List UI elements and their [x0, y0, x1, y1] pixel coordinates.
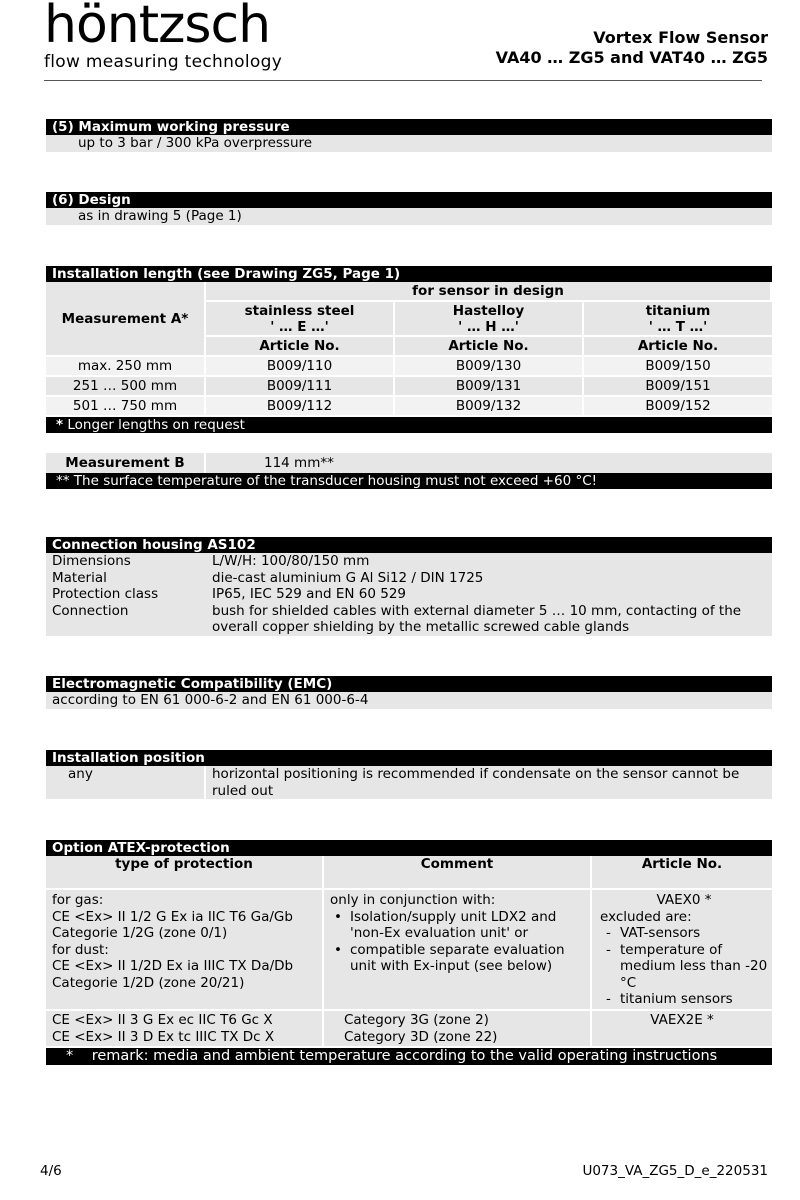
- installation-length-section: [46, 266, 772, 489]
- material-name: titanium: [645, 302, 711, 319]
- measurement-a-header: Measurement A*: [46, 282, 206, 357]
- design-value: as in drawing 5 (Page 1): [46, 208, 772, 225]
- atex-heading: Option ATEX-protection: [46, 840, 772, 856]
- length-cell: 501 … 750 mm: [46, 397, 206, 417]
- design-heading: (6) Design: [46, 192, 772, 208]
- atex-row2-article: VAEX2E *: [592, 1011, 772, 1048]
- list-item: • compatible separate evaluation unit with Ex-input (see below): [330, 942, 584, 975]
- article-cell: B009/110: [206, 357, 395, 377]
- atex-row1-type: [46, 890, 324, 1011]
- logo-tagline: flow measuring technology: [44, 52, 283, 72]
- remark-star: *: [66, 1048, 74, 1064]
- temperature-note: ** The surface temperature of the transducer housing must not exceed +60 °C!: [46, 473, 772, 489]
- atex-col-comment: Comment: [324, 856, 592, 890]
- header-divider: [44, 80, 762, 81]
- comment-list: [330, 909, 584, 975]
- type-line: CE <Ex> II 1/2D Ex ia IIIC TX Da/Db: [52, 958, 294, 974]
- comment-intro: only in conjunction with:: [330, 892, 496, 908]
- measurement-b-label: Measurement B: [46, 453, 206, 473]
- list-item: - VAT-sensors: [600, 925, 768, 942]
- spec-value: L/W/H: 100/80/150 mm: [206, 553, 772, 570]
- atex-section: [46, 840, 772, 1065]
- pressure-section: [46, 119, 772, 152]
- spec-value: die-cast aluminium G Al Si12 / DIN 1725: [206, 570, 772, 587]
- position-label: any: [46, 766, 206, 799]
- list-item: - temperature of medium less than -20 °C: [600, 942, 768, 992]
- spec-value: IP65, IEC 529 and EN 60 529: [206, 586, 772, 603]
- note-text: Longer lengths on request: [67, 417, 245, 433]
- connection-housing-table: [46, 553, 772, 636]
- installation-length-table: [46, 282, 772, 417]
- comment-line: Category 3D (zone 22): [344, 1028, 498, 1045]
- table-row: [46, 603, 772, 636]
- length-cell: 251 … 500 mm: [46, 377, 206, 397]
- article-cell: B009/131: [395, 377, 584, 397]
- list-item: • Isolation/supply unit LDX2 and 'non-Ex evaluation unit' or: [330, 909, 584, 942]
- article-code: VAEX0 *: [656, 892, 712, 908]
- table-row: [46, 377, 772, 397]
- atex-col-type: type of protection: [46, 856, 324, 890]
- article-cell: B009/150: [584, 357, 772, 377]
- title-line-2: VA40 … ZG5 and VAT40 … ZG5: [495, 48, 768, 67]
- article-no-header: Article No.: [395, 337, 584, 357]
- table-row: [46, 570, 772, 587]
- article-cell: B009/152: [584, 397, 772, 417]
- document-id: U073_VA_ZG5_D_e_220531: [582, 1163, 768, 1179]
- type-line: for dust:: [52, 941, 109, 958]
- installation-position-heading: Installation position: [46, 750, 772, 766]
- table-row: [46, 397, 772, 417]
- atex-row2-comment: [324, 1011, 592, 1048]
- pressure-value: up to 3 bar / 300 kPa overpressure: [46, 135, 772, 152]
- type-line: CE <Ex> II 3 D Ex tc IIIC TX Dc X: [52, 1028, 275, 1045]
- spacer: [46, 433, 772, 453]
- length-cell: max. 250 mm: [46, 357, 206, 377]
- type-line: Categorie 1/2G (zone 0/1): [52, 925, 228, 941]
- spec-value: bush for shielded cables with external diameter 5 … 10 mm, contacting of the overall copper shielding by the metallic screwed cable glands: [206, 603, 772, 636]
- type-line: for gas:: [52, 892, 104, 908]
- design-section: [46, 192, 772, 225]
- table-row: [46, 553, 772, 570]
- article-no-header: Article No.: [584, 337, 772, 357]
- material-name: Hastelloy: [452, 302, 525, 319]
- page-number: 4/6: [40, 1163, 62, 1179]
- atex-row2-type: [46, 1011, 324, 1048]
- note-star: *: [56, 417, 64, 433]
- material-name: stainless steel: [244, 302, 355, 319]
- table-row: [46, 586, 772, 603]
- spec-label: Protection class: [46, 586, 206, 603]
- emc-section: [46, 676, 772, 709]
- type-line: CE <Ex> II 1/2 G Ex ia IIC T6 Ga/Gb: [52, 908, 293, 925]
- connection-housing-heading: Connection housing AS102: [46, 537, 772, 553]
- installation-position-section: [46, 750, 772, 799]
- connection-housing-section: [46, 537, 772, 636]
- document-title: [496, 28, 768, 68]
- atex-table: [46, 856, 772, 1048]
- material-hastelloy-header: [395, 302, 584, 337]
- article-cell: B009/112: [206, 397, 395, 417]
- excluded-list: [600, 925, 768, 1008]
- atex-col-article: Article No.: [592, 856, 772, 890]
- material-code: ' … H …': [458, 318, 519, 335]
- position-text: horizontal positioning is recommended if condensate on the sensor cannot be ruled out: [206, 766, 772, 799]
- measurement-b-table: [46, 453, 772, 473]
- spec-label: Material: [46, 570, 206, 587]
- article-cell: B009/151: [584, 377, 772, 397]
- emc-value: according to EN 61 000-6-2 and EN 61 000-6-4: [46, 692, 772, 709]
- article-cell: B009/132: [395, 397, 584, 417]
- material-titanium-header: [584, 302, 772, 337]
- remark-text: remark: media and ambient temperature according to the valid operating instructions: [91, 1048, 718, 1064]
- list-item: - titanium sensors: [600, 991, 768, 1008]
- installation-length-heading: Installation length (see Drawing ZG5, Page 1): [46, 266, 772, 282]
- spec-label: Dimensions: [46, 553, 206, 570]
- material-code: ' … T …': [648, 318, 708, 335]
- hontzsch-logo: [44, 2, 284, 72]
- type-line: Categorie 1/2D (zone 20/21): [52, 974, 245, 991]
- pressure-heading: (5) Maximum working pressure: [46, 119, 772, 135]
- measurement-b-value: 114 mm**: [206, 453, 772, 473]
- for-sensor-header: for sensor in design: [206, 282, 772, 302]
- comment-line: Category 3G (zone 2): [344, 1012, 489, 1028]
- article-cell: B009/111: [206, 377, 395, 397]
- article-no-header: Article No.: [206, 337, 395, 357]
- installation-position-table: [46, 766, 772, 799]
- material-stainless-header: [206, 302, 395, 337]
- logo-wordmark: höntzsch: [44, 0, 271, 55]
- article-cell: B009/130: [395, 357, 584, 377]
- title-line-1: Vortex Flow Sensor: [593, 28, 768, 47]
- spec-label: Connection: [46, 603, 206, 636]
- atex-row1-article: [592, 890, 772, 1011]
- table-row: [46, 357, 772, 377]
- type-line: CE <Ex> II 3 G Ex ec IIC T6 Gc X: [52, 1012, 273, 1028]
- atex-row1-comment: [324, 890, 592, 1011]
- atex-remark: [46, 1048, 772, 1065]
- material-code: ' … E …': [270, 318, 329, 335]
- excluded-label: excluded are:: [600, 908, 692, 925]
- longer-lengths-note: [46, 417, 772, 433]
- emc-heading: Electromagnetic Compatibility (EMC): [46, 676, 772, 692]
